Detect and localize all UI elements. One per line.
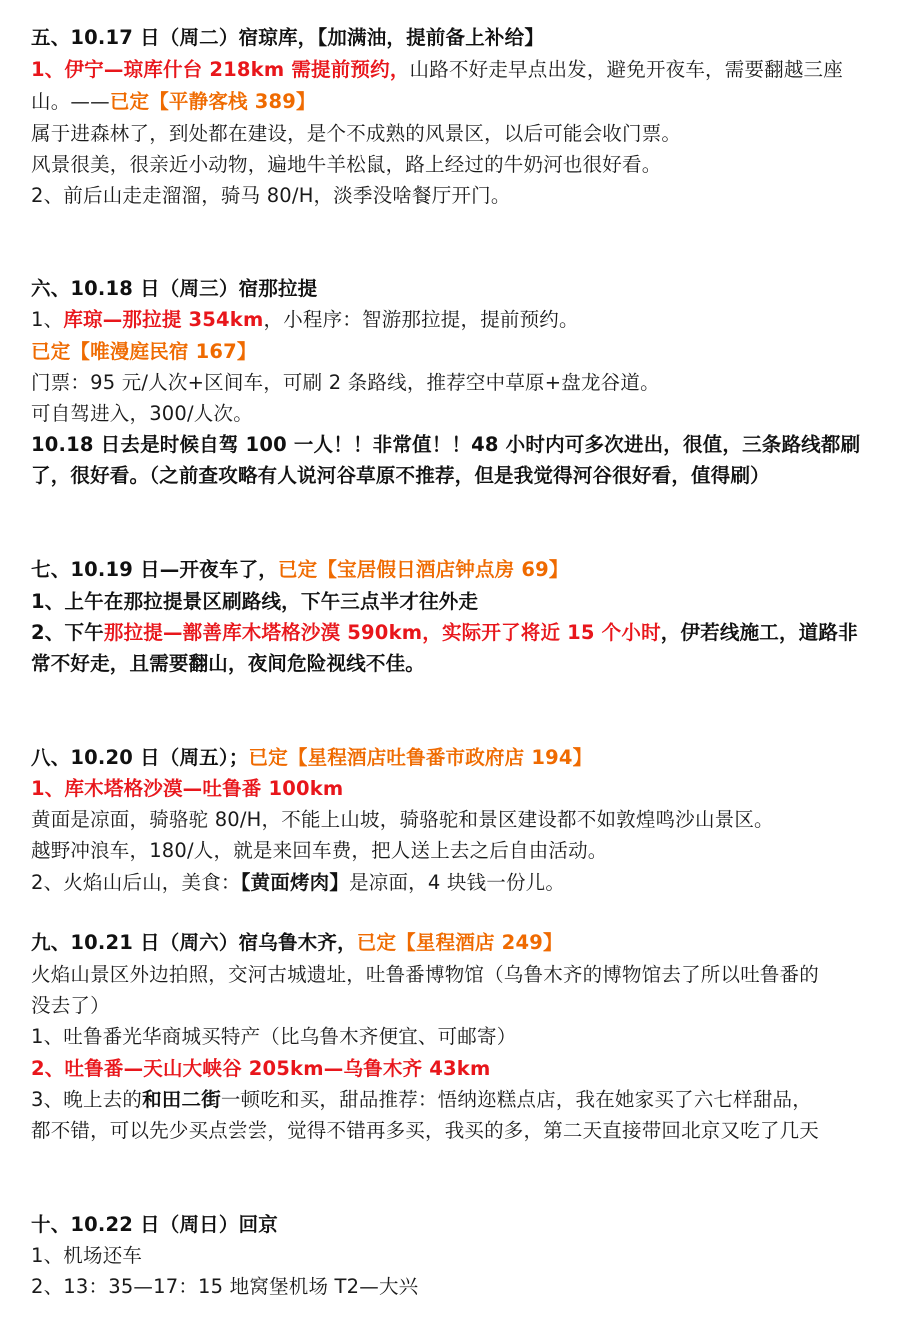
section-8-note-2: 越野冲浪车，180/人，就是来回车费，把人送上去之后自由活动。	[31, 839, 608, 862]
section-9-food-note: 一顿吃和买，甜品推荐：悟纳迩糕点店，我在她家买了六七样甜品，	[220, 1088, 812, 1111]
section-8-food-name: 【黄面烤肉】	[240, 871, 350, 894]
section-5-note-1: 属于进森林了，到处都在建设，是个不成熟的风景区，以后可能会收门票。	[31, 122, 682, 145]
section-7-booking: 已定【宝居假日酒店钟点房 69】	[277, 558, 569, 581]
section-9-note-1: 火焰山景区外边拍照，交河古城遗址，吐鲁番博物馆（乌鲁木齐的博物馆去了所以吐鲁番的	[31, 963, 820, 986]
section-5-booking: 已定【平静客栈 389】	[109, 90, 316, 113]
section-7-route-note: ，伊若线施工，道路非	[660, 621, 858, 644]
section-9-note-1-cont: 没去了）	[31, 994, 110, 1017]
section-9-title	[31, 930, 563, 956]
section-9-booking: 已定【星程酒店 249】	[356, 931, 563, 954]
section-5-route-line	[31, 57, 843, 83]
section-7-route-prefix: 2、下午	[31, 621, 104, 644]
section-8-title-text: 八、10.20 日（周五）；	[31, 746, 249, 769]
section-10-note-2: 2、13：35—17：15 地窝堡机场 T2—大兴	[31, 1275, 419, 1298]
section-6-review-1: 10.18 日去是时候自驾 100 一人！！非常值！！48 小时内可多次进出，很值，三条路线都刷	[31, 433, 861, 456]
section-5-route-note-cont: 山。——	[31, 90, 110, 113]
section-7-route: 那拉提—鄯善库木塔格沙漠 590km，实际开了将近 15 个小时	[103, 621, 661, 644]
section-6-route-note: ，小程序：智游那拉提，提前预约。	[263, 308, 579, 331]
section-7-title	[31, 557, 569, 583]
section-8-food-note: 是凉面，4 块钱一份儿。	[349, 871, 566, 894]
section-8-food-prefix: 2、火焰山后山，美食：	[31, 871, 241, 894]
section-6-route-line	[31, 307, 579, 333]
section-8-title	[31, 745, 592, 771]
section-6-route: 库琼—那拉提 354km	[63, 308, 264, 331]
section-10-title: 十、10.22 日（周日）回京	[31, 1213, 278, 1236]
section-5-route-note: 山路不好走早点出发，避免开夜车，需要翻越三座	[409, 58, 843, 81]
section-9-route: 2、吐鲁番—天山大峡谷 205km—乌鲁木齐 43km	[31, 1057, 491, 1080]
section-8-food-line	[31, 870, 565, 896]
section-7-title-text: 七、10.19 日—开夜车了，	[31, 558, 278, 581]
section-9-title-text: 九、10.21 日（周六）宿乌鲁木齐，	[31, 931, 357, 954]
section-5-note-2: 风景很美，很亲近小动物，遍地牛羊松鼠，路上经过的牛奶河也很好看。	[31, 153, 662, 176]
section-9-food-line	[31, 1087, 812, 1113]
section-6-review-2: 了，很好看。（之前查攻略有人说河谷草原不推荐，但是我觉得河谷很好看，值得刷）	[31, 464, 770, 487]
section-7-note-1: 1、上午在那拉提景区刷路线，下午三点半才往外走	[31, 590, 479, 613]
section-8-booking: 已定【星程酒店吐鲁番市政府店 194】	[248, 746, 593, 769]
section-9-note-2: 1、吐鲁番光华商城买特产（比乌鲁木齐便宜、可邮寄）	[31, 1025, 517, 1048]
section-10-note-1: 1、机场还车	[31, 1244, 143, 1267]
section-8-route: 1、库木塔格沙漠—吐鲁番 100km	[31, 777, 344, 800]
section-7-route-line	[31, 620, 858, 646]
section-6-drive-note: 可自驾进入，300/人次。	[31, 402, 253, 425]
section-5-route: 1、伊宁—琼库什台 218km 需提前预约，	[31, 58, 410, 81]
section-9-food-prefix: 3、晚上去的	[31, 1088, 143, 1111]
section-8-note-1: 黄面是凉面，骑骆驼 80/H，不能上山坡，骑骆驼和景区建设都不如敦煌鸣沙山景区。	[31, 808, 774, 831]
section-5-note-3: 2、前后山走走溜溜，骑马 80/H，淡季没啥餐厅开门。	[31, 184, 511, 207]
section-5-title: 五、10.17 日（周二）宿琼库，【加满油，提前备上补给】	[31, 26, 545, 49]
section-6-route-prefix: 1、	[31, 308, 64, 331]
section-5-booking-line	[31, 89, 316, 115]
section-9-food-street: 和田二街	[142, 1088, 221, 1111]
section-9-food-note-cont: 都不错，可以先少买点尝尝，觉得不错再多买，我买的多，第二天直接带回北京又吃了几天	[31, 1119, 820, 1142]
section-7-route-note-cont: 常不好走，且需要翻山，夜间危险视线不佳。	[31, 652, 426, 675]
section-6-title: 六、10.18 日（周三）宿那拉提	[31, 277, 318, 300]
section-6-booking: 已定【唯漫庭民宿 167】	[31, 340, 257, 363]
section-6-ticket-note: 门票：95 元/人次+区间车，可刷 2 条路线，推荐空中草原+盘龙谷道。	[31, 371, 660, 394]
